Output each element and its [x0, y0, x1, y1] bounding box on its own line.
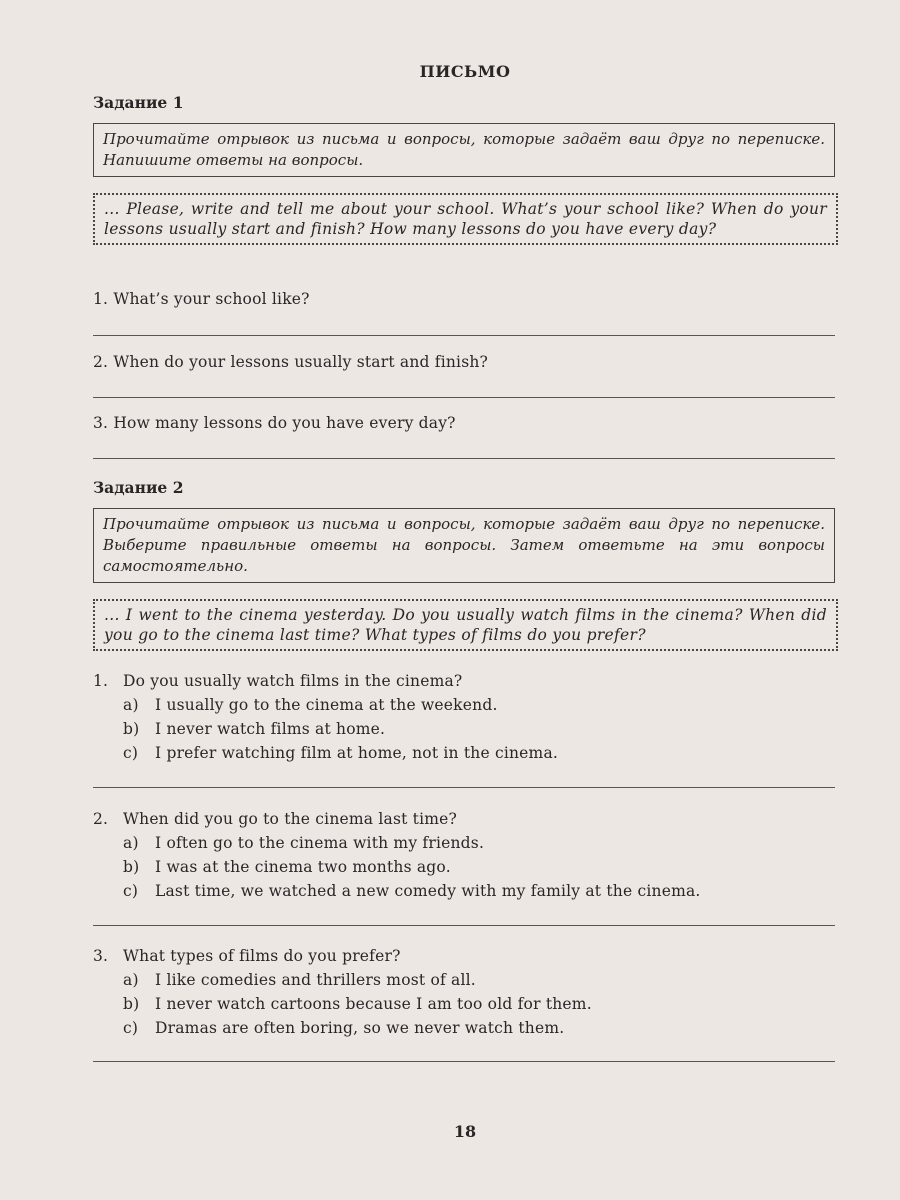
question-number: 3. — [93, 947, 109, 965]
option-letter: a) — [123, 696, 139, 714]
option-letter: a) — [123, 834, 139, 852]
answer-line-5[interactable] — [93, 925, 835, 926]
task1-letter-excerpt: ... Please, write and tell me about your school. What’s your school like? When do your lessons usually start and finish? How many lessons do you have every day? — [93, 193, 838, 245]
option-text: I never watch films at home. — [155, 720, 386, 738]
task2-instruction: Прочитайте отрывок из письма и вопросы, которые задаёт ваш друг по переписке. Выберите правильные ответы на вопросы. Затем ответьте на эти вопросы самостоятельно. — [93, 508, 835, 583]
option-text: I never watch cartoons because I am too old for them. — [155, 995, 592, 1013]
question-text: Do you usually watch films in the cinema? — [123, 672, 463, 690]
answer-line-1[interactable] — [93, 335, 835, 336]
task2-question-2 — [93, 807, 835, 903]
task2-question-1 — [93, 669, 835, 765]
option-a[interactable] — [93, 968, 835, 992]
option-b[interactable] — [93, 855, 835, 879]
task1-question-2: 2. When do your lessons usually start and finish? — [93, 353, 489, 371]
answer-line-2[interactable] — [93, 397, 835, 398]
option-b[interactable] — [93, 992, 835, 1016]
task2-letter-excerpt: ... I went to the cinema yesterday. Do you usually watch films in the cinema? When did you go to the cinema last time? What types of films do you prefer? — [93, 599, 838, 651]
question-number: 1. — [93, 672, 109, 690]
task1-question-3: 3. How many lessons do you have every day? — [93, 414, 456, 432]
option-text: I prefer watching film at home, not in the cinema. — [155, 744, 559, 762]
question-number: 2. — [93, 810, 109, 828]
answer-line-4[interactable] — [93, 787, 835, 788]
option-text: Last time, we watched a new comedy with my family at the cinema. — [155, 882, 701, 900]
task1-question-1: 1. What’s your school like? — [93, 290, 310, 308]
option-text: I often go to the cinema with my friends. — [155, 834, 485, 852]
answer-line-3[interactable] — [93, 458, 835, 459]
option-b[interactable] — [93, 717, 835, 741]
option-a[interactable] — [93, 693, 835, 717]
task1-heading: Задание 1 — [93, 93, 184, 112]
option-text: I like comedies and thrillers most of all. — [155, 971, 476, 989]
option-letter: b) — [123, 858, 140, 876]
page-number: 18 — [453, 1122, 477, 1141]
option-letter: b) — [123, 995, 140, 1013]
option-c[interactable] — [93, 879, 835, 903]
task2-heading: Задание 2 — [93, 478, 184, 497]
option-text: I usually go to the cinema at the weekend. — [155, 696, 498, 714]
option-letter: a) — [123, 971, 139, 989]
option-text: I was at the cinema two months ago. — [155, 858, 451, 876]
option-letter: c) — [123, 744, 139, 762]
option-c[interactable] — [93, 1016, 835, 1040]
option-c[interactable] — [93, 741, 835, 765]
task2-question-3 — [93, 944, 835, 1040]
option-text: Dramas are often boring, so we never watch them. — [155, 1019, 565, 1037]
option-letter: c) — [123, 882, 139, 900]
task1-instruction: Прочитайте отрывок из письма и вопросы, которые задаёт ваш друг по переписке. Напишите ответы на вопросы. — [93, 123, 835, 177]
option-letter: c) — [123, 1019, 139, 1037]
option-a[interactable] — [93, 831, 835, 855]
option-letter: b) — [123, 720, 140, 738]
question-text: When did you go to the cinema last time? — [123, 810, 458, 828]
question-text: What types of films do you prefer? — [123, 947, 401, 965]
page-title: ПИСЬМО — [419, 62, 511, 81]
answer-line-6[interactable] — [93, 1061, 835, 1062]
